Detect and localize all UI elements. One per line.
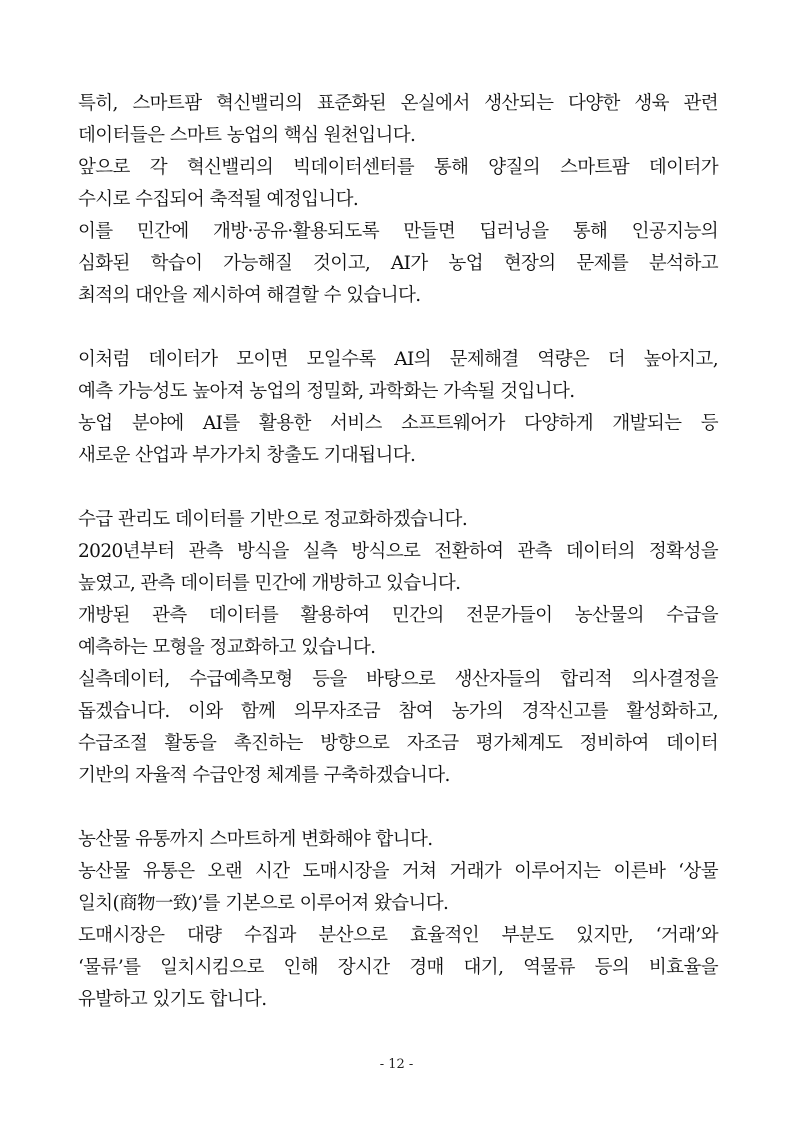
text-line: 수급조절 활동을 촉진하는 방향으로 자조금 평가체계도 정비하여 데이터 [78,733,718,754]
paragraph-ai-capability [78,344,718,472]
text-line: 이를 민간에 개방·공유·활용되도록 만들면 딥러닝을 통해 인공지능의 [78,221,718,242]
text-line: 실측데이터, 수급예측모형 등을 바탕으로 생산자들의 합리적 의사결정을 [78,669,718,690]
paragraph-distribution [78,824,718,1016]
text-line: 최적의 대안을 제시하여 해결할 수 있습니다. [78,285,421,306]
paragraph-smartfarm-data [78,88,718,312]
page-number: - 12 - [379,1057,414,1072]
text-line: 데이터들은 스마트 농업의 핵심 원천입니다. [78,125,416,146]
text-line: 농산물 유통은 오랜 시간 도매시장을 거쳐 거래가 이루어지는 이른바 ‘상물 [78,861,718,882]
text-line: 새로운 산업과 부가가치 창출도 기대됩니다. [78,445,416,466]
text-line: 수시로 수집되어 축적될 예정입니다. [78,189,359,210]
text-line: 돕겠습니다. 이와 함께 의무자조금 참여 농가의 경작신고를 활성화하고, [78,701,718,722]
text-line: 높였고, 관측 데이터를 민간에 개방하고 있습니다. [78,573,461,594]
text-line: 일치(商物一致)’를 기본으로 이루어져 왔습니다. [78,893,449,914]
text-line: 예측하는 모형을 정교화하고 있습니다. [78,637,376,658]
text-line: 이처럼 데이터가 모이면 모일수록 AI의 문제해결 역량은 더 높아지고, [78,349,718,370]
text-line: 기반의 자율적 수급안정 체계를 구축하겠습니다. [78,765,450,786]
text-line: 특히, 스마트팜 혁신밸리의 표준화된 온실에서 생산되는 다양한 생육 관련 [78,93,718,114]
paragraph-gap [78,792,718,824]
text-line: 개방된 관측 데이터를 활용하여 민간의 전문가들이 농산물의 수급을 [78,605,718,626]
text-line: 심화된 학습이 가능해질 것이고, AI가 농업 현장의 문제를 분석하고 [78,253,718,274]
body-text [78,88,718,1016]
text-line: 도매시장은 대량 수집과 분산으로 효율적인 부분도 있지만, ‘거래’와 [78,925,718,946]
text-line: 농산물 유통까지 스마트하게 변화해야 합니다. [78,829,433,850]
text-line: 예측 가능성도 높아져 농업의 정밀화, 과학화는 가속될 것입니다. [78,381,575,402]
text-line: 농업 분야에 AI를 활용한 서비스 소프트웨어가 다양하게 개발되는 등 [78,413,718,434]
paragraph-gap [78,312,718,344]
text-line: 유발하고 있기도 합니다. [78,989,267,1010]
paragraph-gap [78,472,718,504]
text-line: 앞으로 각 혁신밸리의 빅데이터센터를 통해 양질의 스마트팜 데이터가 [78,157,718,178]
paragraph-supply-management [78,504,718,792]
text-line: ‘물류’를 일치시킴으로 인해 장시간 경매 대기, 역물류 등의 비효율을 [78,957,718,978]
text-line: 2020년부터 관측 방식을 실측 방식으로 전환하여 관측 데이터의 정확성을 [78,541,718,562]
text-line: 수급 관리도 데이터를 기반으로 정교화하겠습니다. [78,509,468,530]
